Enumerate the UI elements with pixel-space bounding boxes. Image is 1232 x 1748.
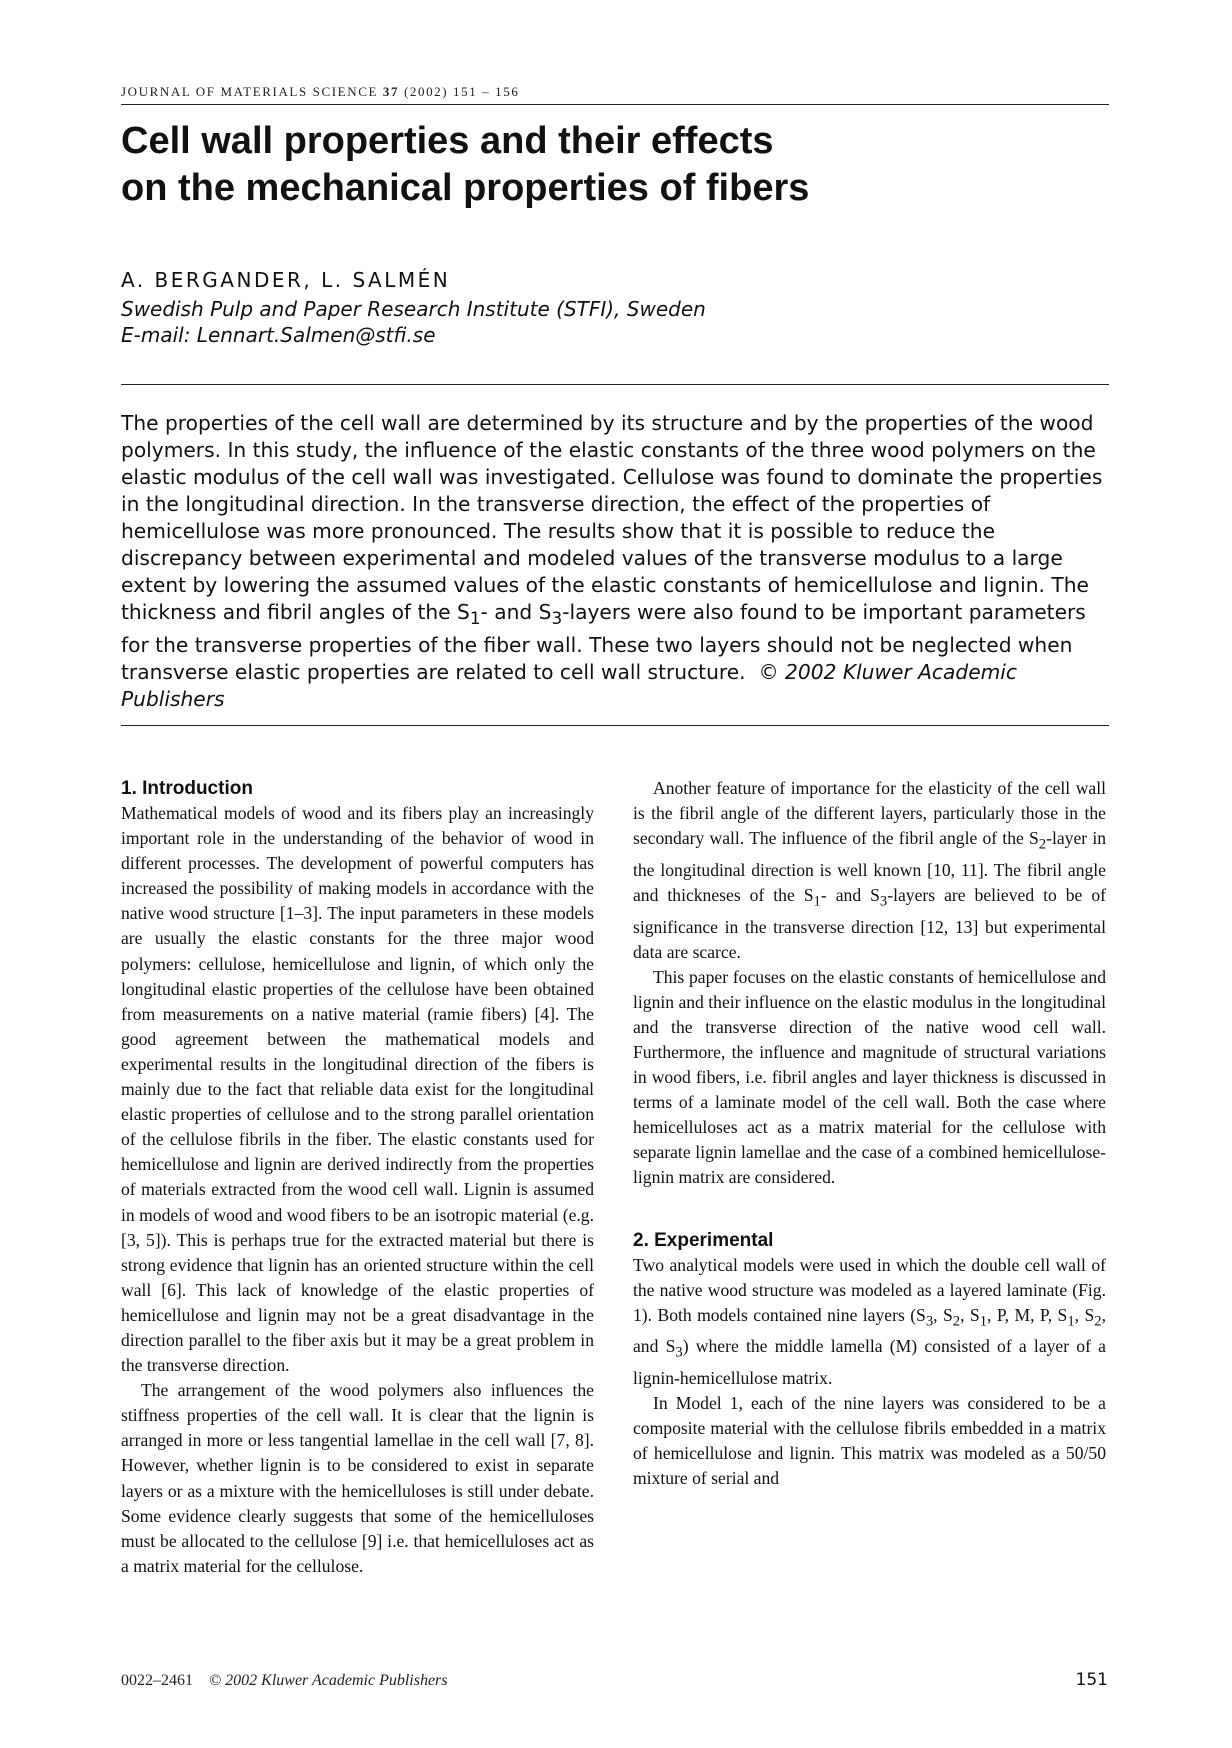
intro-paragraph-4: This paper focuses on the elastic constants of hemicellulose and lignin and their influence on the elastic modulus in the longitudinal and the transverse direction of the native wood cell wall. Furthermore, the influence and magnitude of structural variations in wood fibers, i.e. fibril angles and layer thickness is discussed in terms of a laminate model of the cell wall. Both the case where hemicelluloses act as a matrix material for the cellulose with separate lignin lamellae and the case of a combined hemicellulose-lignin matrix are considered. — [633, 966, 1106, 1188]
p3-text-d: -layers are believed to be of significance in the transverse direction [12, 13] but experimental data are scarce. — [633, 884, 1107, 962]
journal-name: JOURNAL OF MATERIALS SCIENCE — [121, 84, 379, 99]
p3-sub-3: 3 — [879, 893, 888, 910]
e1-sub-1: 3 — [925, 1313, 934, 1330]
e1-sub-3: 1 — [979, 1313, 988, 1330]
p3-sub-1: 2 — [1038, 836, 1047, 853]
e1-sub-2: 2 — [952, 1313, 961, 1330]
e1-sep-3: , P, M, P, S — [987, 1304, 1068, 1325]
email: E-mail: Lennart.Salmen@stfi.se — [121, 323, 436, 347]
abstract-top-rule — [121, 384, 1109, 385]
footer-issn: 0022–2461 — [121, 1672, 193, 1689]
abstract-text-3: -layers were also found to be important parameters for the transverse properties of the fiber wall. These two layers should not be neglected when transverse elastic properties are related to cell wall structure. — [121, 600, 1086, 685]
e1-sub-5: 2 — [1094, 1313, 1102, 1330]
abstract-bottom-rule — [121, 725, 1109, 726]
header-rule — [121, 104, 1109, 105]
title-line-1: Cell wall properties and their effects — [121, 120, 774, 162]
abstract-copyright: © 2002 Kluwer Academic Publishers — [121, 660, 1018, 712]
experimental-paragraph-2: In Model 1, each of the nine layers was considered to be a composite material with the cellulose fibrils embedded in a matrix of hemicellulose and lignin. This matrix was modeled as a 50/50 mixture of serial and — [633, 1393, 1106, 1489]
p3-sub-2: 1 — [813, 893, 821, 910]
p3-text-a: Another feature of importance for the elasticity of the cell wall is the fibril angle of the different layers, particularly those in the secondary wall. The influence of the fibril angle of the S — [633, 778, 1106, 849]
abstract-text-1: The properties of the cell wall are determined by its structure and by the properties of the wood polymers. In this study, the influence of the elastic constants of the three wood polymers on the elastic modulus of the cell wall was investigated. Cellulose was found to dominate the properties in the longitudinal direction. In the transverse direction, the effect of the properties of hemicellulose was more pronounced. The results show that it is possible to reduce the discrepancy between experimental and modeled values of the transverse modulus to a large extent by lowering the assumed values of the elastic constants of hemicellulose and lignin. The thickness and fibril angles of the S — [121, 411, 1103, 624]
e1-sep-4: , S — [1074, 1304, 1095, 1325]
e1-sep-5: , and S — [633, 1304, 1106, 1357]
e1-sub-6: 3 — [675, 1344, 683, 1361]
e1-text-a: Two analytical models were used in which the double cell wall of the native wood structure was modeled as a layered laminate (Fig. 1). Both models contained nine layers (S — [633, 1254, 1106, 1325]
e1-sep-1: , S — [933, 1304, 953, 1325]
intro-paragraph-2: The arrangement of the wood polymers also influences the stiffness properties of the cell wall. It is clear that the lignin is arranged in more or less tangential lamellae in the cell wall [7, 8]. However, whether lignin is to be considered to exist in separate layers or as a mixture with the hemicelluloses is still under debate. Some evidence clearly suggests that some of the hemicelluloses must be allocated to the cellulose [9] i.e. that hemicelluloses act as a matrix material for the cellulose. — [121, 1380, 594, 1576]
e1-text-b: ) where the middle lamella (M) consisted of a layer of a lignin-hemicellulose matrix. — [633, 1336, 1106, 1388]
intro-paragraph-3 — [633, 776, 1106, 965]
title-line-2: on the mechanical properties of fibers — [121, 167, 810, 209]
footer-publisher: © 2002 Kluwer Academic Publishers — [209, 1672, 448, 1689]
right-column — [633, 776, 1106, 1491]
journal-volume: 37 — [382, 84, 400, 99]
abstract-text-2: - and S — [480, 600, 552, 624]
intro-paragraph-1: Mathematical models of wood and its fibers play an increasingly important role in the understanding of the behavior of wood in different processes. The development of powerful computers has increased the possibility of making models in accordance with the native wood structure [1–3]. The input parameters in these models are usually the elastic constants for the three major wood polymers: cellulose, hemicellulose and lignin, of which only the longitudinal elastic properties of the cellulose have been obtained from measurements on a native material (ramie fibers) [4]. The good agreement between the mathematical models and experimental results in the longitudinal direction of the fibers is mainly due to the fact that reliable data exist for the longitudinal elastic properties of cellulose and to the strong parallel orientation of the cellulose fibrils in the fiber. The elastic constants used for hemicellulose and lignin are derived indirectly from the properties of materials extracted from the wood cell wall. Lignin is assumed in models of wood and wood fibers to be an isotropic material (e.g. [3, 5]). This is perhaps true for the extracted material but there is strong evidence that lignin has an oriented structure within the cell wall [6]. This lack of knowledge of the elastic properties of hemicellulose and lignin may not be a great disadvantage in the direction parallel to the fiber axis but it may be a great problem in the transverse direction. — [121, 803, 594, 1376]
p3-text-b: -layer in the longitudinal direction is well known [10, 11]. The fibril angle and thickneses of the S — [633, 828, 1107, 905]
p3-text-c: - and S — [820, 884, 880, 905]
section-gap — [633, 1191, 1106, 1228]
journal-header — [121, 84, 1109, 100]
section-heading-experimental: 2. Experimental — [633, 1229, 774, 1251]
experimental-paragraph-1 — [633, 1253, 1106, 1392]
abstract-sub-2: 3 — [551, 608, 563, 629]
e1-sep-2: , S — [960, 1304, 980, 1325]
footer-left — [121, 1672, 448, 1690]
page-number: 151 — [1075, 1670, 1108, 1690]
journal-year-pages: (2002) 151 – 156 — [403, 84, 520, 99]
affiliation-block — [121, 296, 706, 348]
abstract-sub-1: 1 — [469, 608, 481, 629]
authors: A. BERGANDER, L. SALMÉN — [121, 268, 451, 292]
left-column — [121, 776, 594, 1579]
paper-title — [121, 118, 1101, 212]
affiliation: Swedish Pulp and Paper Research Institute (STFI), Sweden — [121, 297, 706, 321]
abstract — [121, 410, 1106, 713]
section-heading-introduction: 1. Introduction — [121, 778, 253, 799]
e1-sub-4: 1 — [1067, 1313, 1075, 1330]
